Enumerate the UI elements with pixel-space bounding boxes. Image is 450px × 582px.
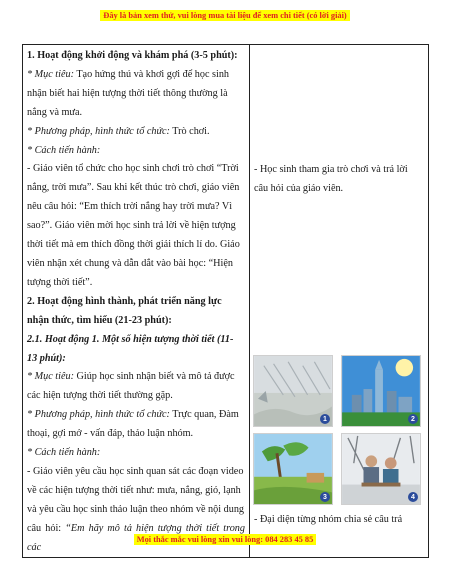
text-run: nắng và mưa.	[27, 106, 83, 118]
teacher-activity-line	[27, 312, 245, 331]
image-number-badge: 2	[408, 414, 418, 424]
text-run: 2.1. Hoạt động 1. Một số hiện tượng thời tiết (11-	[27, 333, 234, 345]
teacher-activity-line	[27, 350, 245, 369]
contact-banner	[0, 528, 450, 550]
text-run: viên nhận xét chung và dẫn dắt vào bài học: “Hiện	[27, 257, 233, 269]
teacher-activity-line	[27, 179, 245, 198]
student-activities-cell	[250, 45, 429, 558]
image-number-badge: 3	[320, 492, 330, 502]
text-run: 2. Hoạt động hình thành, phát triển năng lực	[27, 295, 222, 307]
text-run: - Giáo viên yêu cầu học sinh quan sát các đoạn video	[27, 465, 244, 477]
teacher-activity-line	[27, 425, 245, 444]
text-run: sao?”. Giáo viên mời học sinh trả lời về hiện tượng	[27, 220, 236, 232]
teacher-activity-line	[27, 66, 245, 85]
text-run: * Mục tiêu:	[27, 371, 74, 383]
teacher-activity-line	[27, 85, 245, 104]
teacher-activity-line	[27, 255, 245, 274]
text-run: và yêu cầu học sinh thảo luận theo nhóm về nội dung	[27, 503, 245, 515]
student-response-1	[254, 161, 424, 199]
text-run: 1. Hoạt động khởi động và khám phá (3-5 phút):	[27, 50, 238, 61]
student-response-line: - Đại diện từng nhóm chia sẻ câu trả	[254, 514, 403, 525]
text-run: câu hỏi:	[27, 522, 66, 534]
teacher-activities-cell	[23, 45, 250, 558]
rain-scene-icon	[253, 355, 333, 427]
teacher-activity-line	[27, 501, 245, 520]
teacher-activity-line	[27, 236, 245, 255]
text-run: nắng, trời mưa”. Sau khi kết thúc trò chơi, giáo viên	[27, 182, 240, 194]
sunny-city-icon	[341, 355, 421, 427]
text-run: * Phương pháp, hình thức tổ chức:	[27, 409, 170, 421]
teacher-activity-line	[27, 47, 245, 66]
preview-banner-text: Đây là bản xem thử, vui lòng mua tài liệu để xem chi tiết (có lời giải)	[100, 10, 349, 21]
teacher-activity-line	[27, 387, 245, 406]
teacher-activity-line	[27, 482, 245, 501]
text-run: 13 phút):	[27, 352, 66, 364]
teacher-activity-line	[27, 198, 245, 217]
teacher-activity-line	[27, 217, 245, 236]
text-run: tượng thời tiết”.	[27, 276, 93, 288]
teacher-activity-line	[27, 444, 245, 463]
preview-banner	[0, 0, 450, 30]
text-run: * Phương pháp, hình thức tổ chức:	[27, 125, 170, 137]
text-run: nhận thức, tìm hiểu (21-23 phút):	[27, 314, 172, 326]
teacher-activity-line	[27, 123, 245, 142]
text-run: thời tiết mà em thích đồng thời giải thích lí do. Giáo	[27, 239, 240, 251]
teacher-activity-line	[27, 293, 245, 312]
text-run: - Giáo viên tổ chức cho học sinh chơi trò chơi “Trời	[27, 163, 239, 175]
teacher-activity-line	[27, 142, 245, 161]
text-run: các hiện tượng thời tiết thường gặp.	[27, 390, 173, 402]
teacher-activity-line	[27, 463, 245, 482]
teacher-activity-line	[27, 160, 245, 179]
contact-banner-text: Mọi thắc mắc vui lòng xin vui lòng: 084 283 45 85	[134, 534, 317, 545]
text-run: “Em hãy mô tả hiện tượng thời tiết trong các	[27, 522, 245, 553]
text-run: Trò chơi.	[169, 125, 210, 137]
lesson-plan-table	[22, 44, 429, 558]
text-run: * Mục tiêu:	[27, 68, 74, 80]
weather-image-grid	[253, 355, 423, 505]
text-run: * Cách tiến hành:	[27, 447, 101, 459]
text-run: * Cách tiến hành:	[27, 144, 101, 156]
student-response-line: câu hỏi của giáo viên.	[254, 182, 344, 194]
teacher-activities-text	[27, 47, 245, 557]
text-run: nhận biết hai hiện tượng thời tiết thông thường là	[27, 87, 228, 99]
teacher-activity-line	[27, 406, 245, 425]
image-number-badge: 4	[408, 492, 418, 502]
text-run: về các hiện tượng thời tiết như: mưa, nắng, gió, lạnh	[27, 484, 241, 496]
text-run: Giúp học sinh nhận biết và mô tả được	[73, 371, 235, 383]
teacher-activity-line	[27, 104, 245, 123]
text-run: Tạo hứng thú và khơi gợi để học sinh	[73, 68, 230, 80]
text-run: nêu câu hỏi: “Em thích trời nắng hay trời mưa? Vì	[27, 201, 233, 213]
text-run: thoại, gợi mở - vấn đáp, thảo luận nhóm.	[27, 428, 194, 440]
teacher-activity-line	[27, 368, 245, 387]
student-response-line: - Học sinh tham gia trò chơi và trả lời	[254, 164, 408, 175]
text-run: Trực quan, Đàm	[169, 409, 239, 421]
image-number-badge: 1	[320, 414, 330, 424]
cold-people-icon	[341, 433, 421, 505]
teacher-activity-line	[27, 274, 245, 293]
teacher-activity-line	[27, 331, 245, 350]
windy-field-icon	[253, 433, 333, 505]
